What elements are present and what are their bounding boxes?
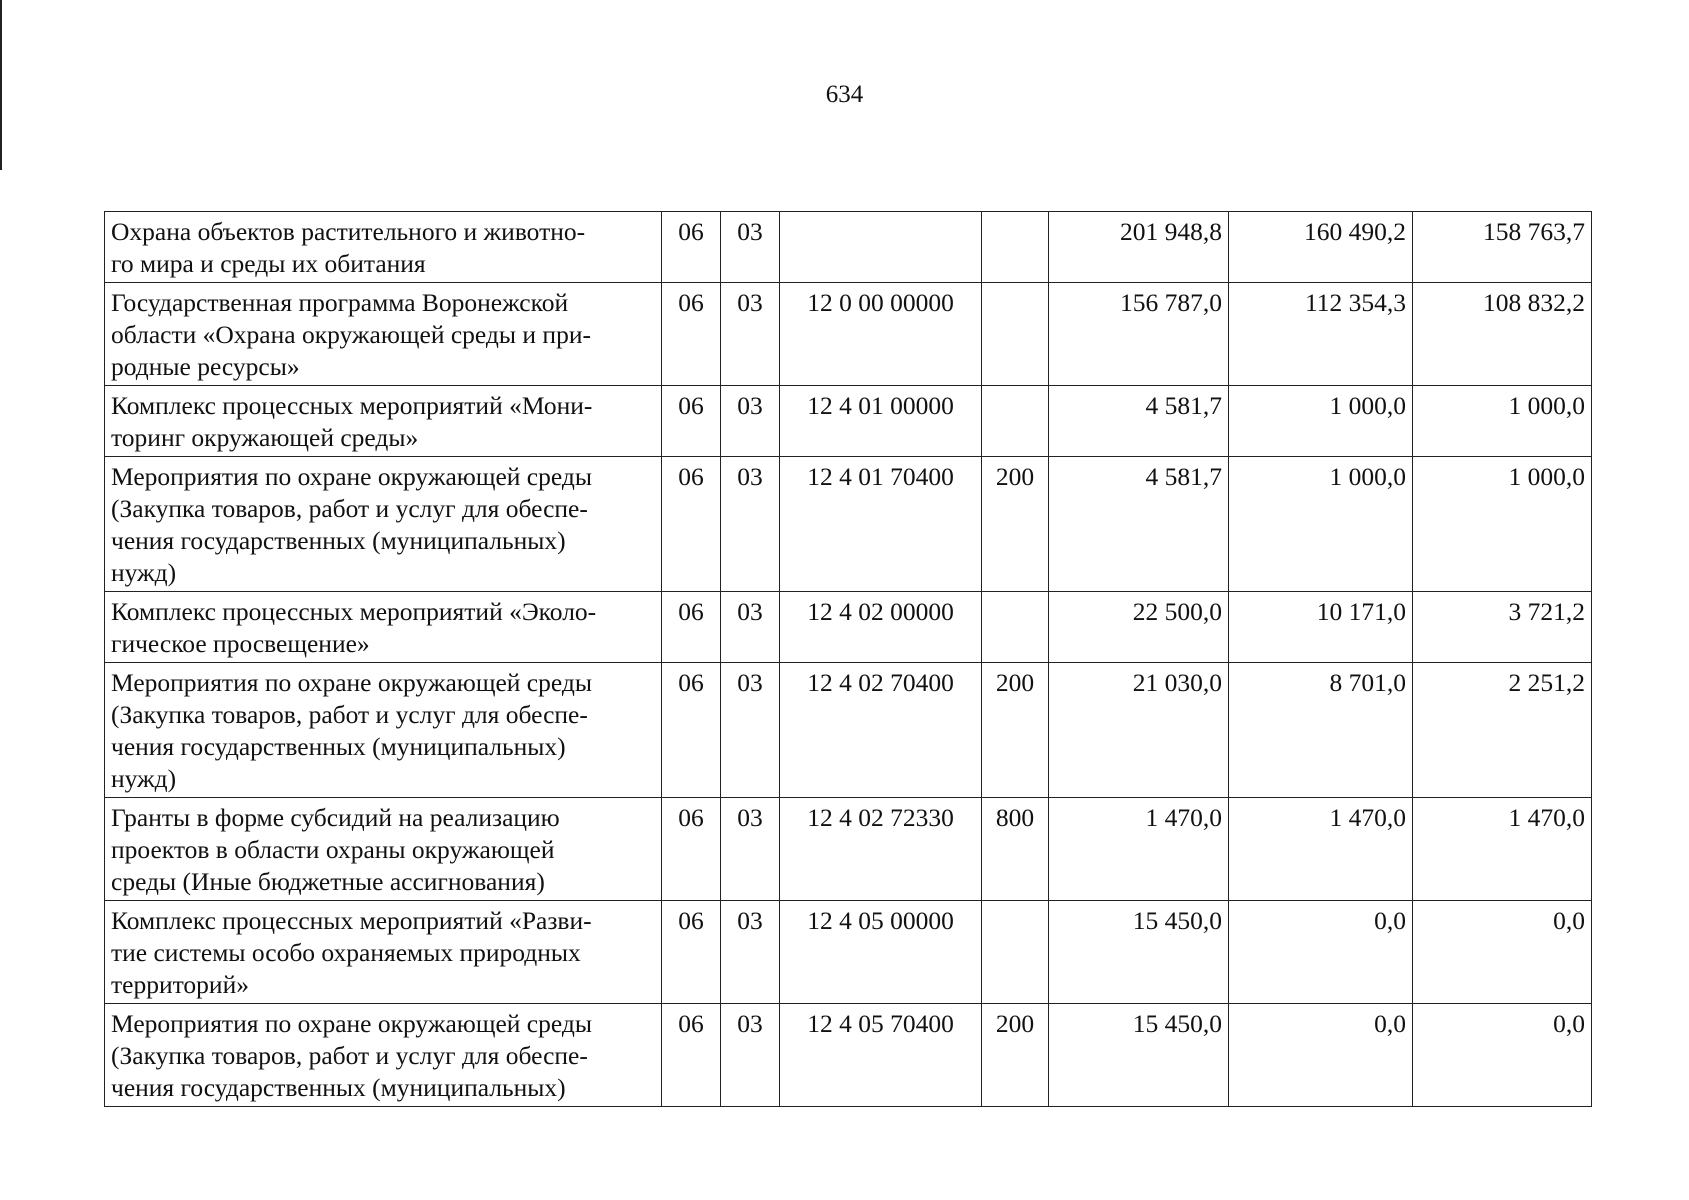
- item-name-line: Мероприятия по охране окружающей среды: [111, 668, 592, 697]
- cell-amount-year1: 156 787,0: [1049, 283, 1229, 386]
- item-name-line: проектов в области охраны окружающей: [111, 835, 555, 864]
- item-name-line: Мероприятия по охране окружающей среды: [111, 1009, 592, 1038]
- item-name-line: родные ресурсы»: [111, 352, 300, 381]
- budget-table: [104, 211, 1592, 1107]
- cell-amount-year2: 0,0: [1229, 901, 1413, 1004]
- cell-amount-year3: 1 000,0: [1413, 386, 1592, 457]
- item-name-line: тие системы особо охраняемых природных: [111, 938, 581, 967]
- cell-amount-year1: 1 470,0: [1049, 798, 1229, 901]
- cell-amount-year3: 108 832,2: [1413, 283, 1592, 386]
- item-name-line: (Закупка товаров, работ и услуг для обеспе-: [111, 1041, 588, 1070]
- cell-target-article: 12 4 02 70400: [780, 663, 982, 798]
- cell-item-name: [105, 901, 662, 1004]
- item-name-line: Гранты в форме субсидий на реализацию: [111, 803, 560, 832]
- budget-table-body: [105, 212, 1592, 1107]
- cell-amount-year2: 1 000,0: [1229, 457, 1413, 592]
- item-name-line: территорий»: [111, 970, 249, 999]
- cell-section: 06: [662, 901, 721, 1004]
- cell-expense-type: [982, 901, 1049, 1004]
- cell-target-article: 12 4 05 70400: [780, 1004, 982, 1107]
- cell-target-article: 12 4 05 00000: [780, 901, 982, 1004]
- cell-subsection: 03: [721, 901, 780, 1004]
- cell-section: 06: [662, 1004, 721, 1107]
- item-name-line: нужд): [111, 558, 177, 587]
- table-row: [105, 798, 1592, 901]
- table-row: [105, 663, 1592, 798]
- table-row: [105, 386, 1592, 457]
- cell-subsection: 03: [721, 1004, 780, 1107]
- cell-expense-type: 200: [982, 1004, 1049, 1107]
- page-number: 634: [825, 81, 864, 108]
- cell-expense-type: [982, 386, 1049, 457]
- table-row: [105, 283, 1592, 386]
- cell-section: 06: [662, 283, 721, 386]
- cell-amount-year2: 1 470,0: [1229, 798, 1413, 901]
- cell-amount-year1: 201 948,8: [1049, 212, 1229, 283]
- cell-subsection: 03: [721, 212, 780, 283]
- cell-section: 06: [662, 457, 721, 592]
- cell-expense-type: 200: [982, 663, 1049, 798]
- item-name-line: области «Охрана окружающей среды и при-: [111, 320, 591, 349]
- cell-expense-type: 200: [982, 457, 1049, 592]
- item-name-line: чения государственных (муниципальных): [111, 526, 566, 555]
- cell-target-article: 12 4 02 00000: [780, 592, 982, 663]
- item-name-line: го мира и среды их обитания: [111, 249, 426, 278]
- item-name-line: чения государственных (муниципальных): [111, 732, 566, 761]
- cell-amount-year3: 3 721,2: [1413, 592, 1592, 663]
- cell-amount-year1: 4 581,7: [1049, 457, 1229, 592]
- cell-amount-year2: 10 171,0: [1229, 592, 1413, 663]
- item-name-line: среды (Иные бюджетные ассигнования): [111, 867, 545, 896]
- cell-amount-year1: 15 450,0: [1049, 901, 1229, 1004]
- cell-target-article: 12 4 01 00000: [780, 386, 982, 457]
- cell-amount-year2: 8 701,0: [1229, 663, 1413, 798]
- cell-item-name: [105, 798, 662, 901]
- cell-amount-year3: 1 470,0: [1413, 798, 1592, 901]
- cell-subsection: 03: [721, 386, 780, 457]
- cell-subsection: 03: [721, 798, 780, 901]
- cell-expense-type: [982, 212, 1049, 283]
- cell-item-name: [105, 1004, 662, 1107]
- cell-amount-year2: 1 000,0: [1229, 386, 1413, 457]
- cell-subsection: 03: [721, 283, 780, 386]
- item-name-line: нужд): [111, 764, 177, 793]
- cell-amount-year2: 160 490,2: [1229, 212, 1413, 283]
- cell-amount-year3: 0,0: [1413, 1004, 1592, 1107]
- cell-amount-year1: 4 581,7: [1049, 386, 1229, 457]
- item-name-line: (Закупка товаров, работ и услуг для обеспе-: [111, 494, 588, 523]
- cell-section: 06: [662, 212, 721, 283]
- cell-section: 06: [662, 798, 721, 901]
- table-row: [105, 592, 1592, 663]
- cell-item-name: [105, 212, 662, 283]
- item-name-line: Комплекс процессных мероприятий «Эколо-: [111, 597, 597, 626]
- cell-item-name: [105, 663, 662, 798]
- cell-amount-year1: 15 450,0: [1049, 1004, 1229, 1107]
- item-name-line: (Закупка товаров, работ и услуг для обеспе-: [111, 700, 588, 729]
- cell-amount-year3: 0,0: [1413, 901, 1592, 1004]
- cell-amount-year1: 21 030,0: [1049, 663, 1229, 798]
- cell-amount-year2: 0,0: [1229, 1004, 1413, 1107]
- item-name-line: Мероприятия по охране окружающей среды: [111, 462, 592, 491]
- cell-amount-year3: 1 000,0: [1413, 457, 1592, 592]
- cell-amount-year3: 158 763,7: [1413, 212, 1592, 283]
- cell-target-article: 12 0 00 00000: [780, 283, 982, 386]
- item-name-line: Государственная программа Воронежской: [111, 288, 569, 317]
- cell-target-article: 12 4 02 72330: [780, 798, 982, 901]
- table-row: [105, 1004, 1592, 1107]
- item-name-line: Комплекс процессных мероприятий «Мони-: [111, 391, 593, 420]
- cell-expense-type: [982, 592, 1049, 663]
- cell-expense-type: [982, 283, 1049, 386]
- item-name-line: чения государственных (муниципальных): [111, 1073, 566, 1102]
- cell-target-article: 12 4 01 70400: [780, 457, 982, 592]
- item-name-line: торинг окружающей среды»: [111, 423, 419, 452]
- cell-target-article: [780, 212, 982, 283]
- cell-subsection: 03: [721, 663, 780, 798]
- cell-amount-year1: 22 500,0: [1049, 592, 1229, 663]
- cell-subsection: 03: [721, 592, 780, 663]
- item-name-line: Комплекс процессных мероприятий «Разви-: [111, 906, 592, 935]
- table-row: [105, 457, 1592, 592]
- table-row: [105, 901, 1592, 1004]
- cell-expense-type: 800: [982, 798, 1049, 901]
- cell-section: 06: [662, 592, 721, 663]
- cell-amount-year3: 2 251,2: [1413, 663, 1592, 798]
- cell-item-name: [105, 386, 662, 457]
- cell-item-name: [105, 457, 662, 592]
- cell-item-name: [105, 283, 662, 386]
- table-row: [105, 212, 1592, 283]
- cell-amount-year2: 112 354,3: [1229, 283, 1413, 386]
- cell-item-name: [105, 592, 662, 663]
- cell-subsection: 03: [721, 457, 780, 592]
- cell-section: 06: [662, 386, 721, 457]
- item-name-line: Охрана объектов растительного и животно-: [111, 217, 586, 246]
- item-name-line: гическое просвещение»: [111, 629, 370, 658]
- cell-section: 06: [662, 663, 721, 798]
